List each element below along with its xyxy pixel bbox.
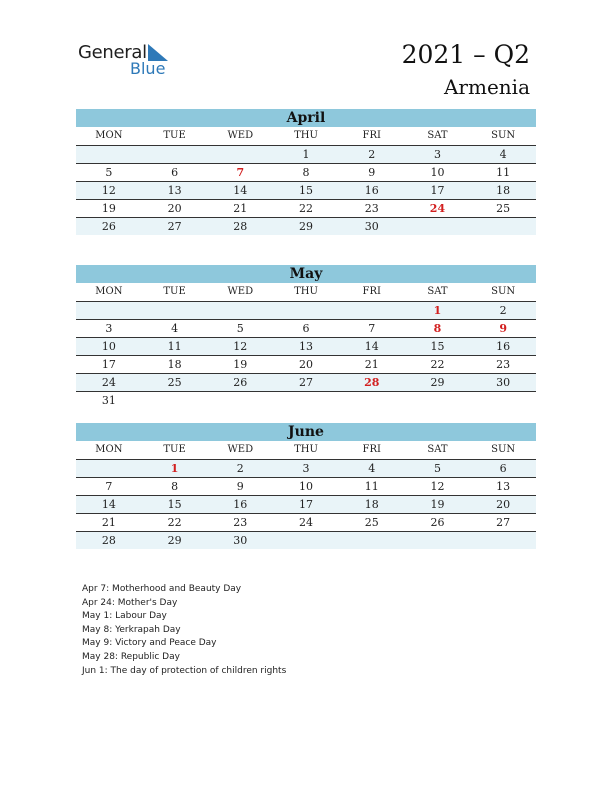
day-cell: 2 [368, 148, 376, 161]
empty-day-cell [207, 392, 273, 409]
weekday-label: SUN [491, 444, 516, 455]
day-cell: 3 [302, 462, 310, 475]
holiday-note: May 1: Labour Day [82, 611, 167, 622]
day-cell: 14 [101, 498, 116, 511]
week-row [76, 302, 536, 320]
day-cell: 21 [101, 516, 116, 529]
day-cell: 12 [101, 184, 116, 197]
weekday-label: TUE [163, 130, 186, 141]
weekday-label: SUN [491, 130, 516, 141]
weekday-header-row [76, 283, 536, 302]
holiday-day-cell: 9 [499, 322, 507, 335]
logo [78, 42, 188, 82]
week-row [76, 338, 536, 356]
day-cell: 3 [433, 148, 441, 161]
day-cell: 9 [368, 166, 376, 179]
day-cell: 8 [302, 166, 310, 179]
weekday-label: THU [294, 444, 318, 455]
day-cell: 6 [171, 166, 179, 179]
day-cell: 30 [233, 534, 248, 547]
empty-day-cell [76, 460, 142, 477]
holiday-note: May 28: Republic Day [82, 651, 180, 662]
day-cell: 22 [299, 202, 314, 215]
day-cell: 9 [236, 480, 244, 493]
weekday-label: MON [95, 130, 123, 141]
holiday-note: May 9: Victory and Peace Day [82, 638, 217, 649]
empty-day-cell [76, 146, 142, 163]
empty-day-cell [76, 302, 142, 319]
day-cell: 27 [299, 376, 314, 389]
day-cell: 30 [496, 376, 511, 389]
weekday-label: SAT [427, 286, 448, 297]
empty-day-cell [339, 532, 405, 549]
week-row [76, 478, 536, 496]
day-cell: 18 [167, 358, 182, 371]
day-cell: 2 [236, 462, 244, 475]
holiday-note: Jun 1: The day of protection of children rights [82, 665, 287, 676]
day-cell: 26 [430, 516, 445, 529]
empty-day-cell [207, 302, 273, 319]
day-cell: 28 [233, 220, 248, 233]
empty-day-cell [405, 218, 471, 235]
weekday-label: MON [95, 286, 123, 297]
day-cell: 3 [105, 322, 113, 335]
week-row [76, 374, 536, 392]
day-cell: 16 [364, 184, 379, 197]
empty-day-cell [142, 146, 208, 163]
month-april [76, 109, 536, 235]
logo-blue-text: Blue [130, 59, 166, 78]
day-cell: 18 [364, 498, 379, 511]
week-row [76, 200, 536, 218]
day-cell: 13 [299, 340, 314, 353]
day-cell: 16 [496, 340, 511, 353]
day-cell: 27 [167, 220, 182, 233]
weekday-label: THU [294, 130, 318, 141]
day-cell: 26 [233, 376, 248, 389]
empty-day-cell [142, 302, 208, 319]
day-cell: 4 [368, 462, 376, 475]
day-cell: 13 [496, 480, 511, 493]
week-row [76, 182, 536, 200]
empty-day-cell [405, 392, 471, 409]
day-cell: 10 [430, 166, 445, 179]
day-cell: 14 [233, 184, 248, 197]
day-cell: 22 [167, 516, 182, 529]
holiday-day-cell: 1 [433, 304, 442, 317]
weekday-label: THU [294, 286, 318, 297]
day-cell: 17 [430, 184, 445, 197]
holiday-day-cell: 1 [170, 462, 179, 475]
week-row [76, 356, 536, 374]
day-cell: 22 [430, 358, 445, 371]
week-row [76, 146, 536, 164]
weekday-label: WED [227, 286, 254, 297]
day-cell: 29 [167, 534, 182, 547]
holiday-day-cell: 7 [236, 166, 245, 179]
day-cell: 7 [368, 322, 376, 335]
day-cell: 11 [364, 480, 379, 493]
day-cell: 20 [299, 358, 314, 371]
week-row [76, 320, 536, 338]
logo-general-text: General [78, 42, 147, 63]
holiday-day-cell: 8 [433, 322, 442, 335]
day-cell: 23 [364, 202, 379, 215]
day-cell: 10 [101, 340, 116, 353]
day-cell: 7 [105, 480, 113, 493]
day-cell: 26 [101, 220, 116, 233]
day-cell: 5 [433, 462, 441, 475]
day-cell: 29 [299, 220, 314, 233]
week-row [76, 460, 536, 478]
weekday-label: FRI [362, 130, 381, 141]
month-june [76, 423, 536, 549]
holiday-note: Apr 24: Mother's Day [82, 597, 178, 608]
week-row [76, 392, 536, 409]
empty-day-cell [273, 392, 339, 409]
day-cell: 5 [105, 166, 113, 179]
weekday-label: SAT [427, 444, 448, 455]
day-cell: 30 [364, 220, 379, 233]
holiday-note: Apr 7: Motherhood and Beauty Day [82, 584, 242, 594]
day-cell: 25 [364, 516, 379, 529]
day-cell: 25 [496, 202, 511, 215]
empty-day-cell [273, 532, 339, 549]
day-cell: 15 [430, 340, 445, 353]
weekday-header-row [76, 127, 536, 146]
weekday-label: SUN [491, 286, 516, 297]
empty-day-cell [470, 392, 536, 409]
weekday-label: SAT [427, 130, 448, 141]
holiday-day-cell: 28 [364, 376, 380, 389]
day-cell: 18 [496, 184, 511, 197]
day-cell: 4 [171, 322, 179, 335]
day-cell: 21 [233, 202, 248, 215]
holiday-notes [82, 583, 286, 678]
week-row [76, 496, 536, 514]
day-cell: 16 [233, 498, 248, 511]
empty-day-cell [470, 218, 536, 235]
month-name: June [76, 423, 536, 441]
weekday-header-row [76, 441, 536, 460]
holiday-day-cell: 24 [429, 202, 446, 215]
week-row [76, 532, 536, 549]
day-cell: 29 [430, 376, 445, 389]
week-row [76, 514, 536, 532]
day-cell: 5 [236, 322, 244, 335]
day-cell: 10 [299, 480, 314, 493]
week-row [76, 218, 536, 235]
page-title: 2021 – Q2 [401, 40, 530, 69]
day-cell: 28 [101, 534, 116, 547]
day-cell: 14 [364, 340, 379, 353]
day-cell: 17 [101, 358, 116, 371]
day-cell: 13 [167, 184, 182, 197]
weekday-label: TUE [163, 444, 186, 455]
month-name: April [76, 109, 536, 127]
weekday-label: TUE [163, 286, 186, 297]
day-cell: 23 [496, 358, 511, 371]
day-cell: 21 [364, 358, 379, 371]
country-name: Armenia [443, 75, 530, 99]
day-cell: 17 [299, 498, 314, 511]
empty-day-cell [142, 392, 208, 409]
weekday-label: MON [95, 444, 123, 455]
day-cell: 1 [302, 148, 310, 161]
day-cell: 12 [430, 480, 445, 493]
day-cell: 24 [299, 516, 314, 529]
day-cell: 20 [496, 498, 511, 511]
holiday-note: May 8: Yerkrapah Day [82, 624, 181, 635]
empty-day-cell [339, 302, 405, 319]
day-cell: 6 [302, 322, 310, 335]
day-cell: 15 [167, 498, 182, 511]
day-cell: 19 [430, 498, 445, 511]
day-cell: 24 [101, 376, 116, 389]
day-cell: 25 [167, 376, 182, 389]
week-row [76, 164, 536, 182]
empty-day-cell [470, 532, 536, 549]
day-cell: 4 [499, 148, 507, 161]
empty-day-cell [405, 532, 471, 549]
day-cell: 19 [101, 202, 116, 215]
day-cell: 20 [167, 202, 182, 215]
month-name: May [76, 265, 536, 283]
weekday-label: FRI [362, 286, 381, 297]
weekday-label: FRI [362, 444, 381, 455]
weekday-label: WED [227, 130, 254, 141]
month-may [76, 265, 536, 409]
day-cell: 6 [499, 462, 507, 475]
day-cell: 11 [167, 340, 182, 353]
day-cell: 2 [499, 304, 507, 317]
day-cell: 8 [171, 480, 179, 493]
day-cell: 12 [233, 340, 248, 353]
day-cell: 15 [299, 184, 314, 197]
weekday-label: WED [227, 444, 254, 455]
day-cell: 11 [496, 166, 511, 179]
empty-day-cell [339, 392, 405, 409]
day-cell: 23 [233, 516, 248, 529]
day-cell: 31 [101, 394, 116, 407]
day-cell: 19 [233, 358, 248, 371]
day-cell: 27 [496, 516, 511, 529]
empty-day-cell [273, 302, 339, 319]
empty-day-cell [207, 146, 273, 163]
